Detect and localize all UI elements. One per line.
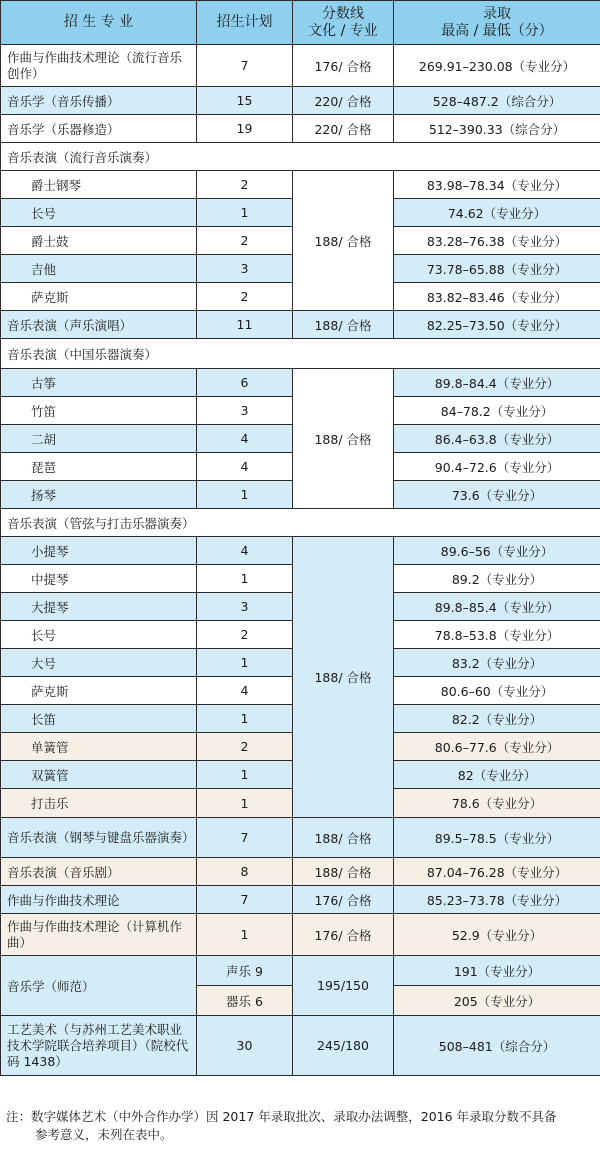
group-title: 音乐表演（流行音乐演奏）	[1, 143, 600, 171]
admission-score-cell: 82.25–73.50（专业分）	[394, 311, 600, 339]
admission-score-cell: 205（专业分）	[394, 986, 600, 1016]
plan-cell: 8	[197, 858, 293, 886]
major-cell: 工艺美术（与苏州工艺美术职业技术学院联合培养项目）（院校代码 1438）	[1, 1016, 197, 1076]
major-cell: 古筝	[1, 369, 197, 397]
admission-score-cell: 82（专业分）	[394, 761, 600, 789]
admission-score-cell: 89.8–84.4（专业分）	[394, 369, 600, 397]
plan-cell: 1	[197, 199, 293, 227]
admission-score-cell: 86.4–63.8（专业分）	[394, 425, 600, 453]
table-row	[1, 914, 600, 956]
plan-cell: 7	[197, 818, 293, 858]
admission-score-cell: 191（专业分）	[394, 956, 600, 986]
major-cell: 大号	[1, 649, 197, 677]
plan-cell: 3	[197, 593, 293, 621]
plan-cell: 1	[197, 789, 293, 818]
header-major: 招 生 专 业	[1, 1, 197, 45]
table-row	[1, 858, 600, 886]
score-line-cell: 176/ 合格	[293, 45, 394, 87]
plan-cell: 2	[197, 227, 293, 255]
admission-score-cell: 83.98–78.34（专业分）	[394, 171, 600, 199]
table-row	[1, 369, 600, 397]
plan-cell: 3	[197, 255, 293, 283]
admission-score-cell: 83.2（专业分）	[394, 649, 600, 677]
major-cell: 长笛	[1, 705, 197, 733]
major-cell: 琵琶	[1, 453, 197, 481]
major-cell: 音乐学（乐器修造）	[1, 115, 197, 143]
admission-score-cell: 87.04–76.28（专业分）	[394, 858, 600, 886]
admission-score-cell: 83.28–76.38（专业分）	[394, 227, 600, 255]
admission-score-cell: 78.6（专业分）	[394, 789, 600, 818]
major-cell: 爵士鼓	[1, 227, 197, 255]
plan-cell: 7	[197, 45, 293, 87]
score-line-cell: 188/ 合格	[293, 171, 394, 311]
table-row	[1, 311, 600, 339]
admission-score-cell: 80.6–77.6（专业分）	[394, 733, 600, 761]
major-cell: 吉他	[1, 255, 197, 283]
plan-cell: 4	[197, 537, 293, 565]
group-title-row	[1, 509, 600, 537]
score-line-cell: 188/ 合格	[293, 537, 394, 818]
major-cell: 单簧管	[1, 733, 197, 761]
major-cell: 音乐表演（钢琴与键盘乐器演奏）	[1, 818, 197, 858]
table-row	[1, 45, 600, 87]
plan-cell: 6	[197, 369, 293, 397]
major-cell: 音乐学（音乐传播）	[1, 87, 197, 115]
table-row	[1, 956, 600, 986]
group-title-row	[1, 339, 600, 369]
score-line-cell: 245/180	[293, 1016, 394, 1076]
table-row	[1, 87, 600, 115]
group-title: 音乐表演（管弦与打击乐器演奏）	[1, 509, 600, 537]
admission-score-cell: 80.6–60（专业分）	[394, 677, 600, 705]
admission-score-cell: 73.6（专业分）	[394, 481, 600, 509]
admission-score-cell: 52.9（专业分）	[394, 914, 600, 956]
admission-score-cell: 269.91–230.08（专业分）	[394, 45, 600, 87]
major-cell: 音乐表演（声乐演唱）	[1, 311, 197, 339]
plan-cell: 3	[197, 397, 293, 425]
score-line-cell: 188/ 合格	[293, 818, 394, 858]
score-line-cell: 188/ 合格	[293, 369, 394, 509]
major-cell: 扬琴	[1, 481, 197, 509]
admission-score-cell: 82.2（专业分）	[394, 705, 600, 733]
plan-cell: 15	[197, 87, 293, 115]
admission-score-cell: 85.23–73.78（专业分）	[394, 886, 600, 914]
major-cell: 大提琴	[1, 593, 197, 621]
major-cell: 萨克斯	[1, 677, 197, 705]
plan-cell: 1	[197, 705, 293, 733]
plan-cell: 1	[197, 565, 293, 593]
admission-score-cell: 528–487.2（综合分）	[394, 87, 600, 115]
major-cell: 长号	[1, 199, 197, 227]
plan-cell: 1	[197, 761, 293, 789]
header-admission	[394, 1, 600, 45]
plan-cell: 2	[197, 283, 293, 311]
table-header-row	[1, 1, 600, 45]
table-row	[1, 115, 600, 143]
score-line-cell: 188/ 合格	[293, 311, 394, 339]
major-cell: 音乐表演（音乐剧）	[1, 858, 197, 886]
table-row	[1, 537, 600, 565]
footnote-line-1: 注：数字媒体艺术（中外合作办学）因 2017 年录取批次、录取办法调整，2016 年录取分数不具备	[6, 1109, 557, 1124]
admission-score-cell: 78.8–53.8（专业分）	[394, 621, 600, 649]
admission-score-cell: 73.78–65.88（专业分）	[394, 255, 600, 283]
major-cell: 中提琴	[1, 565, 197, 593]
admission-score-cell: 84–78.2（专业分）	[394, 397, 600, 425]
footnote-line-2: 参考意义，未列在表中。	[35, 1127, 173, 1142]
plan-cell: 1	[197, 481, 293, 509]
score-line-cell: 176/ 合格	[293, 914, 394, 956]
major-cell: 二胡	[1, 425, 197, 453]
major-cell: 爵士钢琴	[1, 171, 197, 199]
admission-score-cell: 512–390.33（综合分）	[394, 115, 600, 143]
table-row	[1, 886, 600, 914]
major-cell: 双簧管	[1, 761, 197, 789]
plan-cell: 11	[197, 311, 293, 339]
plan-cell: 2	[197, 171, 293, 199]
major-cell: 小提琴	[1, 537, 197, 565]
plan-cell: 4	[197, 677, 293, 705]
footnote	[0, 1108, 600, 1144]
group-title: 音乐表演（中国乐器演奏）	[1, 339, 600, 369]
table-row	[1, 1016, 600, 1076]
admission-score-cell: 508–481（综合分）	[394, 1016, 600, 1076]
plan-cell: 2	[197, 733, 293, 761]
plan-cell: 声乐 9	[197, 956, 293, 986]
admission-score-cell: 74.62（专业分）	[394, 199, 600, 227]
header-score-line-1: 分数线	[322, 5, 364, 22]
major-cell: 萨克斯	[1, 283, 197, 311]
major-cell: 长号	[1, 621, 197, 649]
plan-cell: 4	[197, 425, 293, 453]
group-title-row	[1, 143, 600, 171]
admission-score-cell: 90.4–72.6（专业分）	[394, 453, 600, 481]
major-cell: 作曲与作曲技术理论（计算机作曲）	[1, 914, 197, 956]
score-line-cell: 195/150	[293, 956, 394, 1016]
plan-cell: 7	[197, 886, 293, 914]
score-line-cell: 220/ 合格	[293, 87, 394, 115]
score-line-cell: 188/ 合格	[293, 858, 394, 886]
plan-cell: 2	[197, 621, 293, 649]
admission-score-cell: 89.5–78.5（专业分）	[394, 818, 600, 858]
plan-cell: 1	[197, 649, 293, 677]
plan-cell: 4	[197, 453, 293, 481]
header-admission-2: 最高 / 最低（分）	[441, 22, 553, 39]
header-admission-1: 录取	[483, 5, 511, 22]
admission-score-cell: 83.82–83.46（专业分）	[394, 283, 600, 311]
major-cell: 音乐学（师范）	[1, 956, 197, 1016]
admission-score-cell: 89.8–85.4（专业分）	[394, 593, 600, 621]
admission-score-cell: 89.6–56（专业分）	[394, 537, 600, 565]
score-line-cell: 176/ 合格	[293, 886, 394, 914]
table-row	[1, 818, 600, 858]
major-cell: 作曲与作曲技术理论（流行音乐创作）	[1, 45, 197, 87]
major-cell: 打击乐	[1, 789, 197, 818]
table-row	[1, 171, 600, 199]
plan-cell: 30	[197, 1016, 293, 1076]
admission-score-cell: 89.2（专业分）	[394, 565, 600, 593]
header-score-line-2: 文化 / 专业	[308, 22, 378, 39]
score-line-cell: 220/ 合格	[293, 115, 394, 143]
major-cell: 作曲与作曲技术理论	[1, 886, 197, 914]
plan-cell: 1	[197, 914, 293, 956]
plan-cell: 器乐 6	[197, 986, 293, 1016]
plan-cell: 19	[197, 115, 293, 143]
header-score-line	[293, 1, 394, 45]
header-plan: 招生计划	[197, 1, 293, 45]
major-cell: 竹笛	[1, 397, 197, 425]
